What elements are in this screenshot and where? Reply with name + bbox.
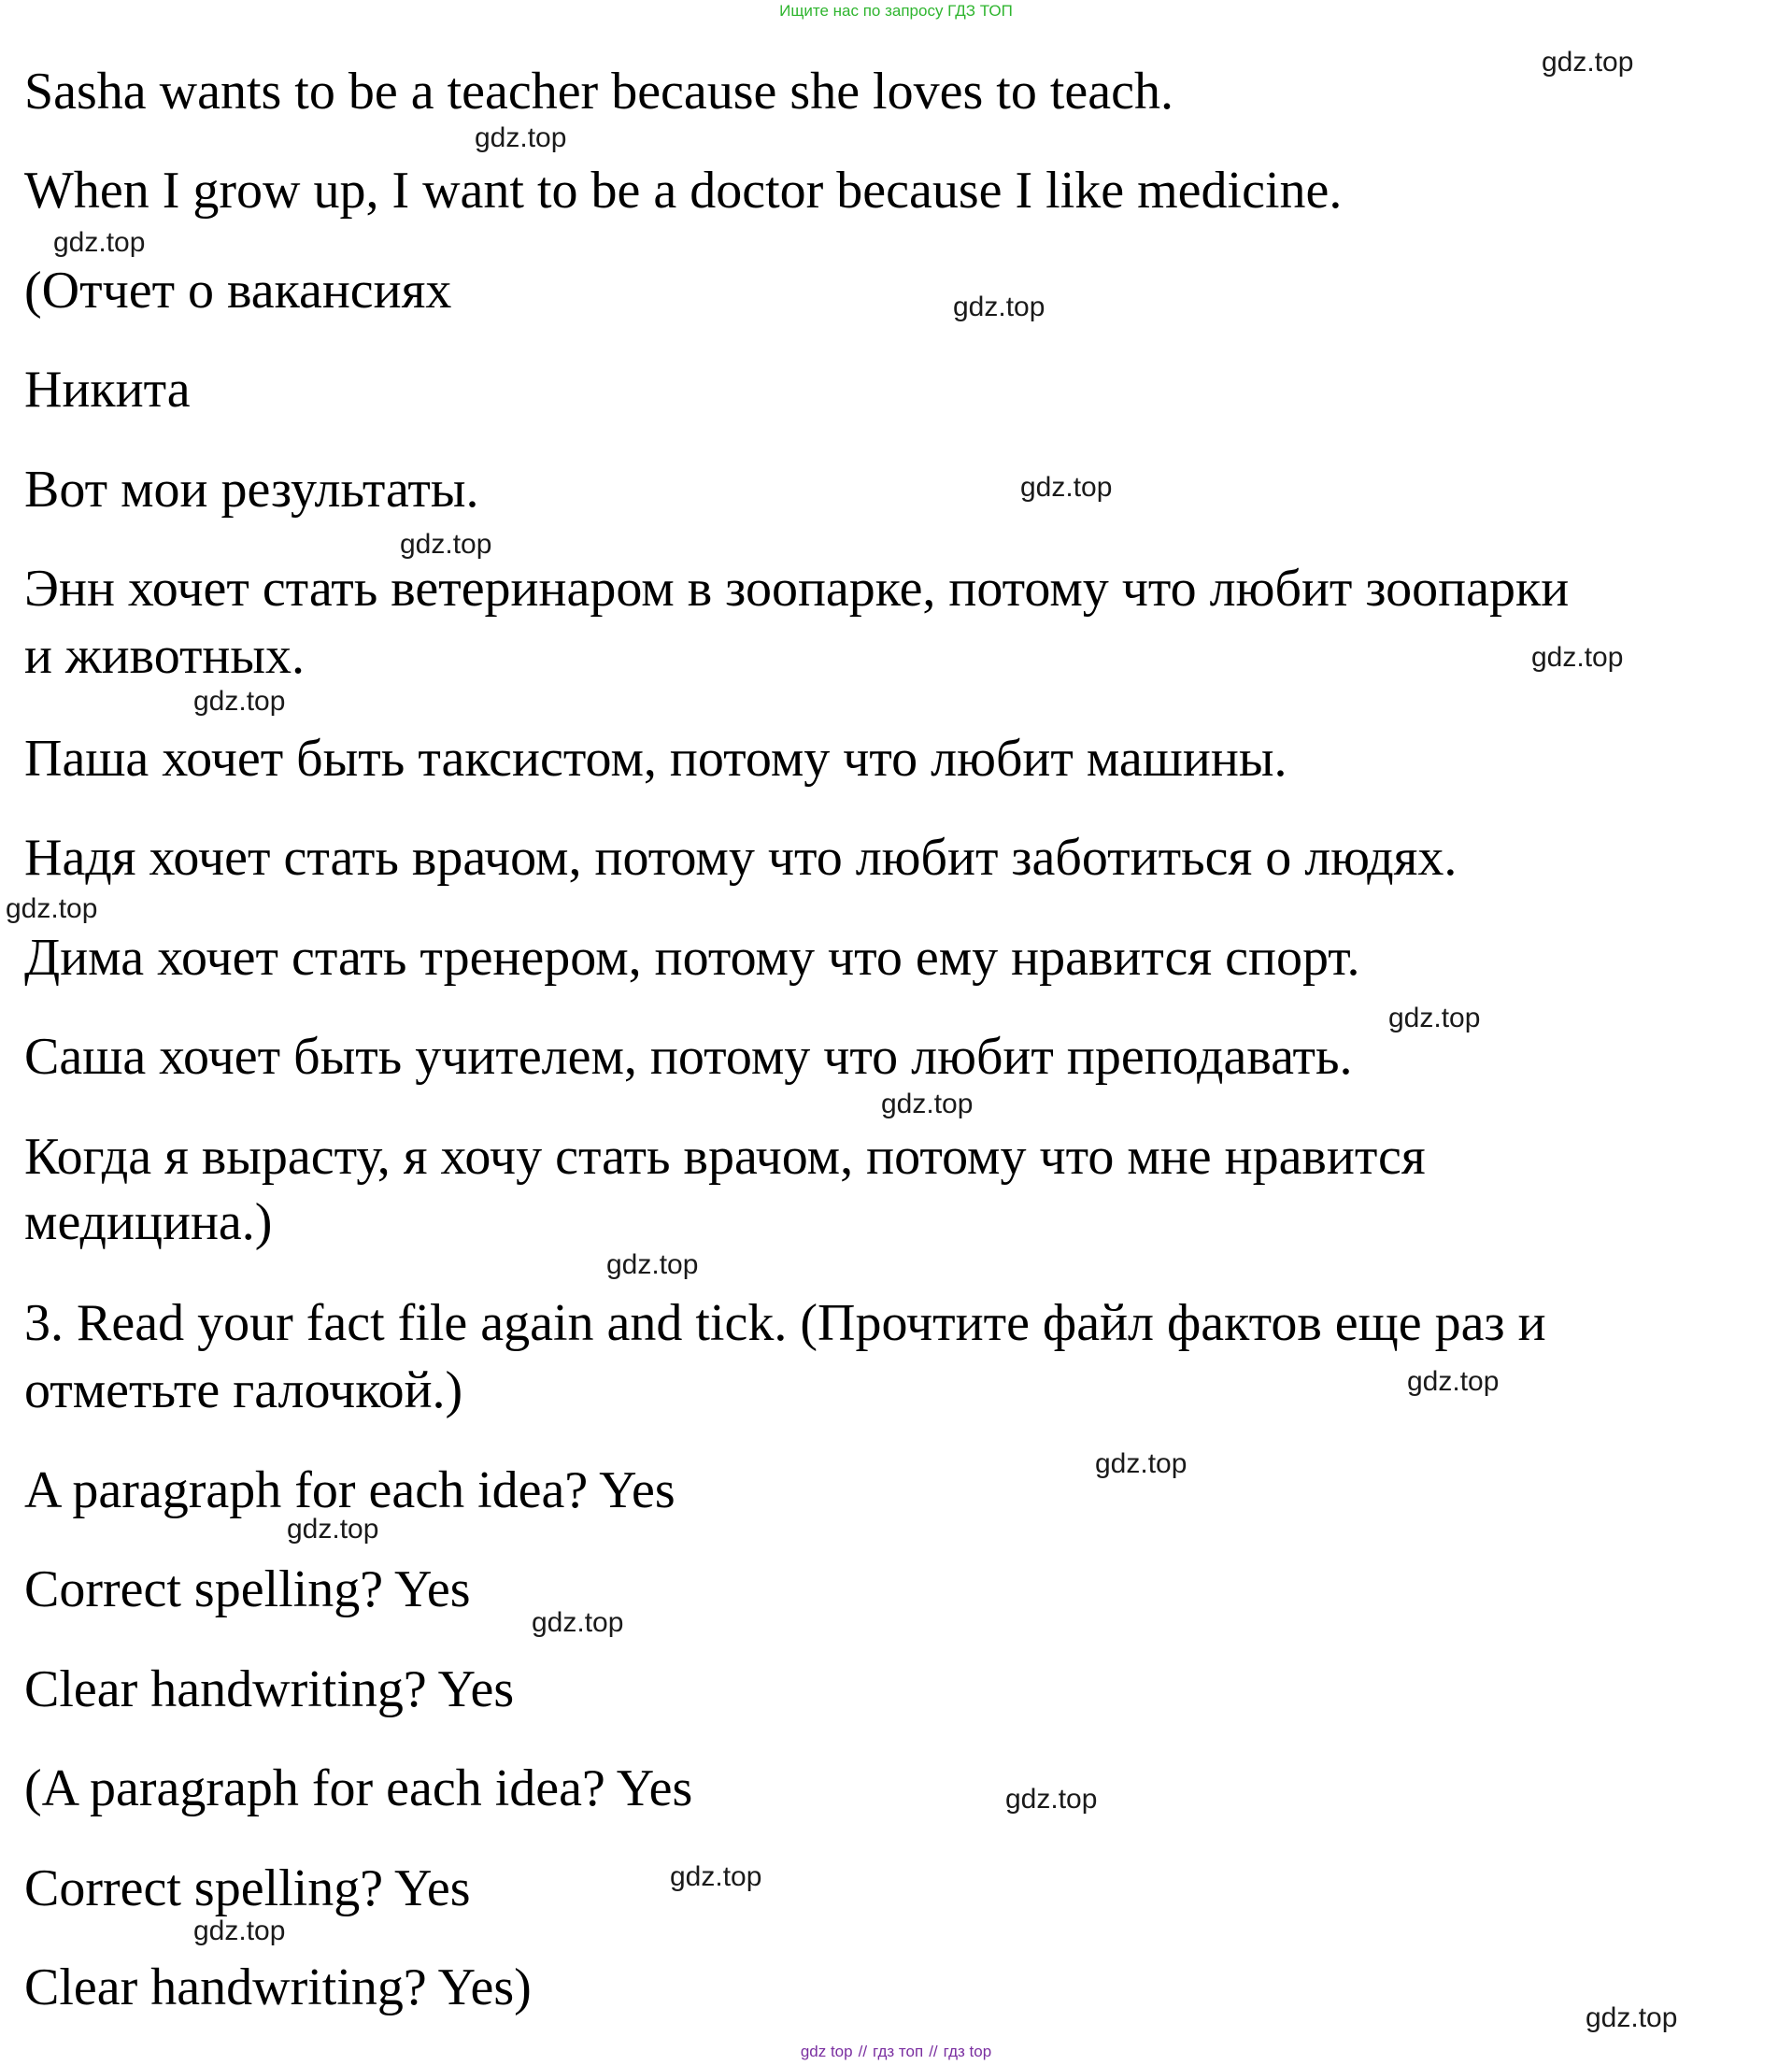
text-line: Энн хочет стать ветеринаром в зоопарке, потому что любит зоопарки: [24, 560, 1570, 618]
text-line: Дима хочет стать тренером, потому что ему нравится спорт.: [24, 929, 1360, 987]
text-line: Correct spelling? Yes: [24, 1859, 471, 1917]
footer-link[interactable]: гдз топ: [873, 2043, 924, 2060]
text-line: Никита: [24, 361, 191, 419]
watermark: gdz.top: [881, 1089, 974, 1119]
text-line: Sasha wants to be a teacher because she loves to teach.: [24, 63, 1173, 121]
text-line: Clear handwriting? Yes: [24, 1660, 515, 1718]
watermark: gdz.top: [6, 893, 98, 924]
footer-link[interactable]: гдз top: [943, 2043, 992, 2060]
watermark: gdz.top: [1542, 47, 1634, 78]
text-line: When I grow up, I want to be a doctor because I like medicine.: [24, 162, 1343, 220]
watermark: gdz.top: [1586, 2002, 1678, 2033]
footer-link[interactable]: gdz top: [800, 2043, 853, 2060]
text-line: Correct spelling? Yes: [24, 1560, 471, 1618]
watermark: gdz.top: [953, 292, 1045, 322]
text-line: Надя хочет стать врачом, потому что любит заботиться о людях.: [24, 829, 1458, 887]
watermark: gdz.top: [1407, 1366, 1500, 1397]
watermark: gdz.top: [1020, 472, 1113, 503]
text-line: Когда я вырасту, я хочу стать врачом, потому что мне нравится: [24, 1128, 1426, 1186]
watermark: gdz.top: [475, 122, 567, 153]
watermark: gdz.top: [193, 686, 286, 717]
text-line: и животных.: [24, 627, 306, 685]
text-line: медицина.): [24, 1193, 273, 1251]
watermark: gdz.top: [53, 227, 146, 258]
text-line: 3. Read your fact file again and tick. (Прочтите файл фактов еще раз и: [24, 1294, 1546, 1352]
watermark: gdz.top: [1388, 1003, 1481, 1033]
watermark: gdz.top: [532, 1607, 624, 1638]
watermark: gdz.top: [193, 1915, 286, 1946]
top-search-banner[interactable]: Ищите нас по запросу ГДЗ ТОП: [779, 2, 1013, 20]
watermark: gdz.top: [606, 1249, 699, 1280]
watermark: gdz.top: [1095, 1448, 1188, 1479]
watermark: gdz.top: [1005, 1784, 1098, 1815]
watermark: gdz.top: [400, 529, 492, 560]
text-line: Саша хочет быть учителем, потому что любит преподавать.: [24, 1028, 1353, 1086]
footer-links: [0, 2043, 1792, 2061]
text-line: Вот мои результаты.: [24, 461, 479, 519]
text-line: (Отчет о вакансиях: [24, 262, 452, 320]
text-line: Паша хочет быть таксистом, потому что любит машины.: [24, 730, 1287, 788]
watermark: gdz.top: [670, 1861, 762, 1892]
text-line: отметьте галочкой.): [24, 1361, 463, 1419]
text-line: Clear handwriting? Yes): [24, 1958, 532, 2016]
footer-separator: //: [929, 2043, 938, 2060]
text-line: A paragraph for each idea? Yes: [24, 1461, 676, 1519]
footer-separator: //: [858, 2043, 868, 2060]
text-line: (A paragraph for each idea? Yes: [24, 1759, 693, 1817]
watermark: gdz.top: [1531, 642, 1624, 673]
watermark: gdz.top: [287, 1514, 379, 1545]
